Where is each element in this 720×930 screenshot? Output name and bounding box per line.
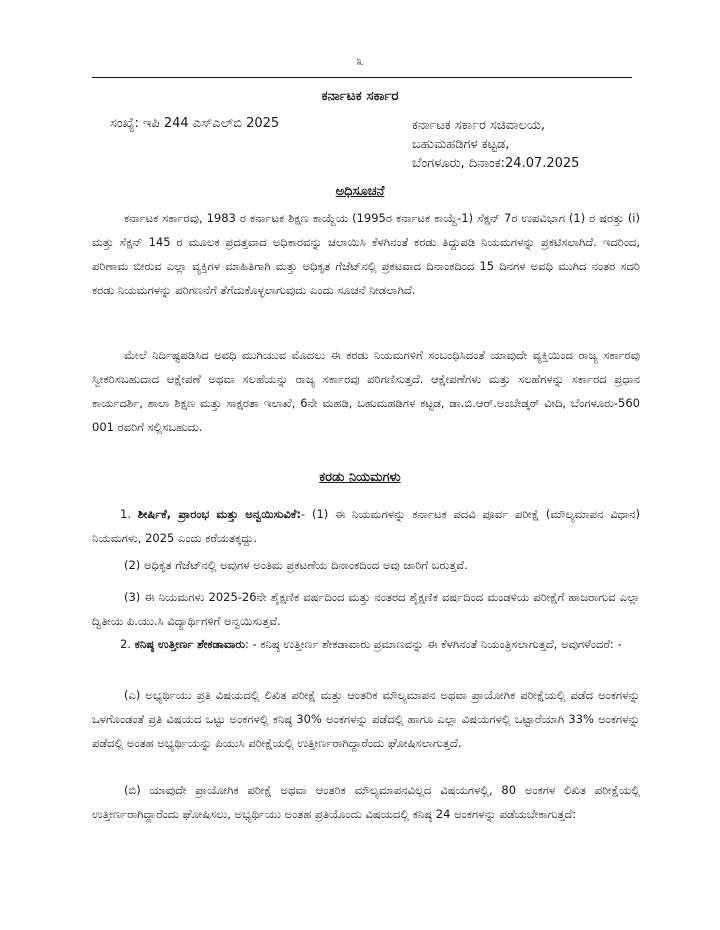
notification-paragraph-1 — [92, 206, 640, 302]
reference-number: ಸಂಖ್ಯೆ: ಇಪಿ 244 ಎಸ್‌ಎಲ್‌ಬಿ 2025 — [110, 116, 280, 131]
subclause-text: (3) ಈ ನಿಯಮಗಳು 2025-26ನೇ ಶೈಕ್ಷಣಿಕ ವರ್ಷದಿಂದ ಮತ್ತು ನಂತರದ ಶೈಕ್ಷಣಿಕ ವರ್ಷದಿಂದ ಮಂಡಳಿಯ ಪರೀಕ್ಷೆಗೆ ಹಾಜರಾಗುವ ಎಲ್ಲಾ ದ್ವಿತೀಯ ಪಿ.ಯು.ಸಿ ವಿದ್ಯಾರ್ಥಿಗಳಿಗೆ ಅನ್ವಯಿಸುತ್ತವೆ. — [92, 590, 640, 628]
rule-2-clause-a — [92, 683, 640, 755]
rule-text: - (1) ಈ ನಿಯಮಗಳನ್ನು ಕರ್ನಾಟಕ ಪದವಿ ಪೂರ್ವ ಪರೀಕ್ಷೆ (ಮೌಲ್ಯಮಾಪನ ವಿಧಾನ) ನಿಯಮಗಳು, 2025 ಎಂದು ಕರೆಯತಕ್ಕದ್ದು. — [92, 507, 641, 545]
clause-text: (ಎ) ಅಭ್ಯರ್ಥಿಯು ಪ್ರತಿ ವಿಷಯದಲ್ಲಿ ಲಿಖಿತ ಪರೀಕ್ಷೆ ಮತ್ತು ಆಂತರಿಕ ಮೌಲ್ಯಮಾಪನ ಅಥವಾ ಪ್ರಾಯೋಗಿಕ ಪರೀಕ್ಷೆಯಲ್ಲಿ ಪಡೆದ ಅಂಕಗಳನ್ನು ಒಳಗೊಂಡಂತೆ ಪ್ರತಿ ವಿಷಯದ ಒಟ್ಟು ಅಂಕಗಳಲ್ಲಿ ಕನಿಷ್ಠ 30% ಅಂಕಗಳನ್ನು ಪಡೆದಲ್ಲಿ ಹಾಗೂ ಎಲ್ಲಾ ವಿಷಯಗಳಲ್ಲಿ ಒಟ್ಟಾರೆಯಾಗಿ 33% ಅಂಕಗಳನ್ನು ಪಡೆದಲ್ಲಿ ಅಂತಹ ಅಭ್ಯರ್ಥಿಯನ್ನು ಪಿಯುಸಿ ಪರೀಕ್ಷೆಯಲ್ಲಿ ಉತ್ತೀರ್ಣರಾಗಿದ್ದಾರೆಂದು ಘೋಷಿಸಲಾಗುತ್ತದೆ. — [92, 688, 640, 750]
notification-heading — [0, 184, 720, 199]
header-divider — [92, 77, 632, 78]
subclause-text: (2) ಅಧಿಕೃತ ಗೆಜೆಟ್‌ನಲ್ಲಿ ಅವುಗಳ ಅಂತಿಮ ಪ್ರಕಟಣೆಯ ದಿನಾಂಕದಿಂದ ಅವು ಜಾರಿಗೆ ಬರುತ್ತವೆ. — [124, 558, 468, 572]
page-number: ೩ — [356, 54, 364, 69]
address-line: ಕರ್ನಾಟಕ ಸರ್ಕಾರ ಸಚಿವಾಲಯ, — [412, 118, 546, 133]
rule-title: ಕನಿಷ್ಠ ಉತ್ತೀರ್ಣ ಶೇಕಡಾವಾರು — [134, 637, 245, 651]
address-line: ಬೆಂಗಳೂರು, ದಿನಾಂಕ:24.07.2025 — [412, 156, 580, 171]
draft-rules-heading-text: ಕರಡು ನಿಯಮಗಳು — [319, 470, 401, 485]
rule-title: ಶೀರ್ಷಿಕೆ, ಪ್ರಾರಂಭ ಮತ್ತು ಅನ್ವಯಿಸುವಿಕೆ: — [137, 507, 302, 521]
rule-1 — [92, 502, 640, 550]
rule-number: 1. — [120, 507, 131, 521]
rule-1-subclause-3 — [92, 585, 640, 633]
notification-heading-text: ಅಧಿಸೂಚನೆ — [335, 184, 385, 199]
rule-text: : - ಕನಿಷ್ಠ ಉತ್ತೀರ್ಣ ಶೇಕಡಾವಾರು ಪ್ರಮಾಣವನ್ನು ಈ ಕೆಳಗಿನಂತೆ ನಿಯಂತ್ರಿಸಲಾಗುತ್ತದೆ, ಅವುಗಳೆಂದರೆ: - — [245, 637, 622, 651]
government-title: ಕರ್ನಾಟಕ ಸರ್ಕಾರ — [321, 88, 399, 104]
draft-rules-heading — [0, 470, 720, 485]
address-line: ಬಹುಮಹಡಿಗಳ ಕಟ್ಟಡ, — [412, 137, 510, 152]
clause-text: (ಬಿ) ಯಾವುದೇ ಪ್ರಾಯೋಗಿಕ ಪರೀಕ್ಷೆ ಅಥವಾ ಆಂತರಿಕ ಮೌಲ್ಯಮಾಪನವಿಲ್ಲದ ವಿಷಯಗಳಲ್ಲಿ, 80 ಅಂಕಗಳ ಲಿಖಿತ ಪರೀಕ್ಷೆಯಲ್ಲಿ ಉತ್ತೀರ್ಣರಾಗಿದ್ದಾರೆಂದು ಘೋಷಿಸಲು, ಅಭ್ಯರ್ಥಿಯು ಅಂತಹ ಪ್ರತಿಯೊಂದು ವಿಷಯದಲ್ಲಿ ಕನಿಷ್ಠ 24 ಅಂಕಗಳನ್ನು ಪಡೆಯಬೇಕಾಗುತ್ತದೆ: — [92, 783, 640, 821]
office-address — [412, 116, 579, 173]
notification-paragraph-2 — [92, 343, 640, 439]
rule-2-clause-b — [92, 778, 640, 826]
paragraph-text: ಮೇಲೆ ನಿರ್ದಿಷ್ಟಪಡಿಸಿದ ಅವಧಿ ಮುಗಿಯುವ ಮೊದಲು ಈ ಕರಡು ನಿಯಮಗಳಿಗೆ ಸಂಬಂಧಿಸಿದಂತೆ ಯಾವುದೇ ವ್ಯಕ್ತಿಯಿಂದ ರಾಜ್ಯ ಸರ್ಕಾರವು ಸ್ವೀಕರಿಸಬಹುದಾದ ಆಕ್ಷೇಪಣೆ ಅಥವಾ ಸಲಹೆಯನ್ನು ರಾಜ್ಯ ಸರ್ಕಾರವು ಪರಿಗಣಿಸುತ್ತದೆ. ಆಕ್ಷೇಪಣೆಗಳು ಮತ್ತು ಸಲಹೆಗಳನ್ನು ಸರ್ಕಾರದ ಪ್ರಧಾನ ಕಾರ್ಯದರ್ಶಿ, ಶಾಲಾ ಶಿಕ್ಷಣ ಮತ್ತು ಸಾಕ್ಷರತಾ ಇಲಾಖೆ, 6ನೇ ಮಹಡಿ, ಬಹುಮಹಡಿಗಳ ಕಟ್ಟಡ, ಡಾ.ಬಿ.ಆರ್.ಅಂಬೇಡ್ಕರ್ ವೀದಿ, ಬೆಂಗಳೂರು-560 001 ರವರಿಗೆ ಸಲ್ಲಿಸಬಹುದು. — [92, 348, 640, 434]
rule-2 — [92, 632, 640, 656]
paragraph-text: ಕರ್ನಾಟಕ ಸರ್ಕಾರವು, 1983 ರ ಕರ್ನಾಟಕ ಶಿಕ್ಷಣ ಕಾಯ್ದೆಯ (1995ರ ಕರ್ನಾಟಕ ಕಾಯ್ದೆ-1) ಸೆಕ್ಷನ್ 7ರ ಉಪವಿಭಾಗ (1) ರ ಷರತ್ತು (i) ಮತ್ತು ಸೆಕ್ಷನ್ 145 ರ ಮೂಲಕ ಪ್ರದತ್ತವಾದ ಅಧಿಕಾರವನ್ನು ಚಲಾಯಿಸಿ ಕೆಳಗಿನಂತೆ ಕರಡು ತಿದ್ದುಪಡಿ ನಿಯಮಗಳನ್ನು ಪ್ರಕಟಿಸಲಾಗಿದೆ. ಇದರಿಂದ, ಪರಿಣಾಮ ಬೀರುವ ಎಲ್ಲಾ ವ್ಯಕ್ತಿಗಳ ಮಾಹಿತಿಗಾಗಿ ಮತ್ತು ಅಧಿಕೃತ ಗೆಜೆಟ್‌ನಲ್ಲಿ ಪ್ರಕಟವಾದ ದಿನಾಂಕದಿಂದ 15 ದಿನಗಳ ಅವಧಿ ಮುಗಿದ ನಂತರ ಸದರಿ ಕರಡು ನಿಯಮಗಳನ್ನು ಪರಿಗಣನೆಗೆ ತೆಗೆದುಕೊಳ್ಳಲಾಗುವುದು ಎಂದು ಸೂಚನೆ ನೀಡಲಾಗಿದೆ. — [92, 211, 640, 297]
rule-number: 2. — [120, 637, 131, 651]
rule-1-subclause-2 — [92, 553, 640, 577]
